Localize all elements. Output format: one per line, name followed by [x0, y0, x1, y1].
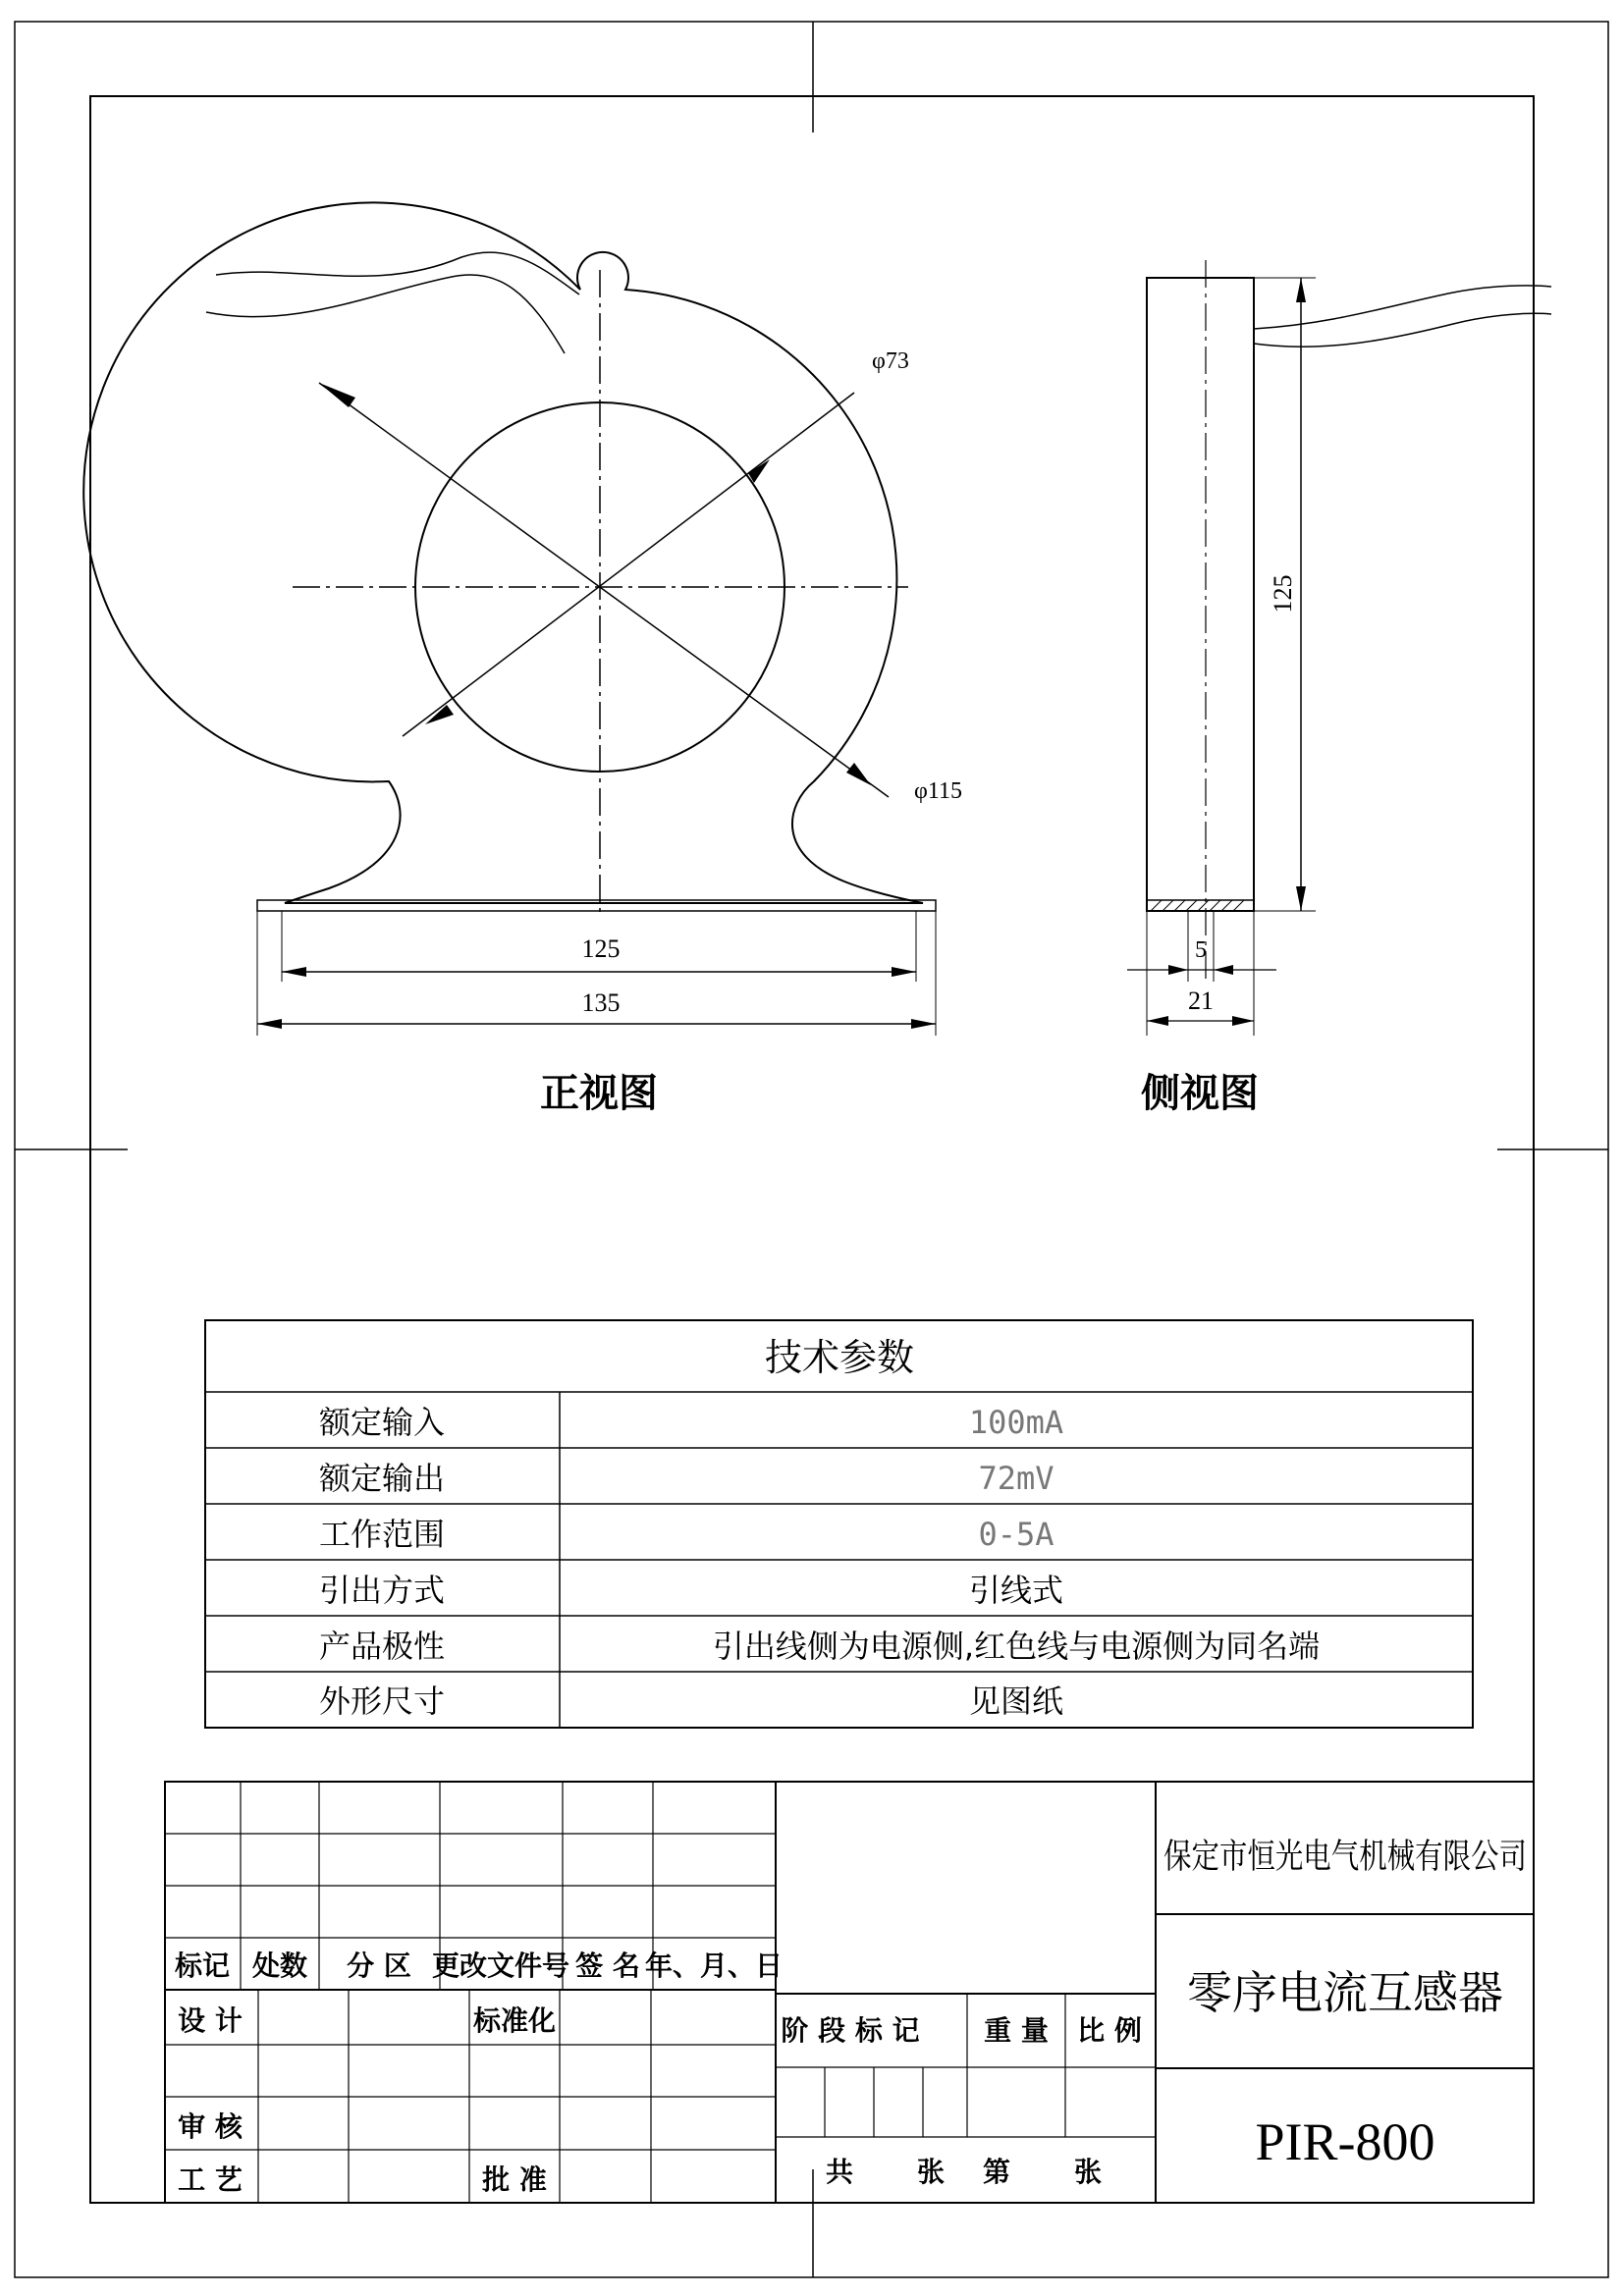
- spec-row-name: 引出方式: [318, 1572, 446, 1609]
- rev-header-docno: 更改文件号: [431, 1949, 570, 1982]
- spec-row-name: 工作范围: [318, 1516, 446, 1553]
- label-design: 设 计: [178, 2004, 243, 2037]
- dim-width-125: 125: [581, 934, 621, 963]
- sheet-border: [15, 22, 1608, 2277]
- label-sheets-total: 共: [825, 2156, 854, 2188]
- label-scale: 比 例: [1077, 2014, 1142, 2047]
- rev-header-zone: 分 区: [347, 1949, 411, 1982]
- dim-phi115: φ115: [914, 778, 962, 804]
- spec-table-title: 技术参数: [764, 1336, 915, 1379]
- rev-header-count: 处数: [251, 1949, 308, 1982]
- spec-row-value: 100mA: [968, 1404, 1064, 1441]
- side-view-label: 侧视图: [1141, 1071, 1259, 1116]
- label-review: 审 核: [178, 2110, 243, 2143]
- spec-row-name: 外形尺寸: [318, 1682, 446, 1720]
- company-name: 保定市恒光电气机械有限公司: [1163, 1838, 1527, 1877]
- label-standardize: 标准化: [472, 2004, 557, 2037]
- front-outer-body: [83, 202, 923, 903]
- dim-width-21: 21: [1188, 987, 1214, 1015]
- label-stage-mark: 阶 段 标 记: [781, 2014, 920, 2047]
- rev-header-mark: 标记: [174, 1949, 231, 1982]
- front-lead-wire: [216, 252, 579, 294]
- front-view: [83, 202, 962, 1116]
- label-sheet-word2: 张: [1073, 2156, 1103, 2188]
- dim-width-135: 135: [581, 988, 621, 1017]
- side-base-hatch: [1147, 900, 1254, 911]
- side-body: [1147, 278, 1254, 911]
- front-base-plate: [257, 900, 936, 911]
- side-lead-wire: [1254, 313, 1551, 347]
- model-number: PIR-800: [1255, 2112, 1435, 2171]
- label-weight: 重 量: [984, 2014, 1049, 2047]
- front-lead-wire: [206, 275, 565, 353]
- side-view: [1127, 260, 1551, 1116]
- title-block: [165, 1782, 1534, 2203]
- dim-phi73: φ73: [872, 348, 909, 374]
- label-sheet-word: 张: [916, 2156, 946, 2188]
- dim-thickness-5: 5: [1195, 937, 1207, 963]
- label-process: 工 艺: [178, 2163, 243, 2196]
- rev-header-date: 年、月、日: [644, 1949, 784, 1982]
- spec-row-value: 0-5A: [978, 1516, 1055, 1553]
- spec-row-value: 引线式: [968, 1572, 1064, 1609]
- spec-table: [205, 1320, 1473, 1728]
- spec-row-value: 72mV: [978, 1460, 1055, 1497]
- rev-header-sign: 签 名: [575, 1949, 640, 1982]
- label-sheet-no: 第: [982, 2156, 1011, 2188]
- spec-row-name: 额定输出: [318, 1460, 446, 1497]
- dim-height-125: 125: [1269, 574, 1297, 614]
- label-approve: 批 准: [482, 2163, 547, 2196]
- front-view-label: 正视图: [540, 1071, 658, 1116]
- product-name: 零序电流互感器: [1187, 1966, 1503, 2019]
- spec-row-name: 额定输入: [318, 1404, 446, 1441]
- spec-row-name: 产品极性: [318, 1628, 446, 1665]
- spec-row-value: 见图纸: [968, 1682, 1064, 1720]
- spec-row-value: 引出线侧为电源侧,红色线与电源侧为同名端: [712, 1628, 1321, 1665]
